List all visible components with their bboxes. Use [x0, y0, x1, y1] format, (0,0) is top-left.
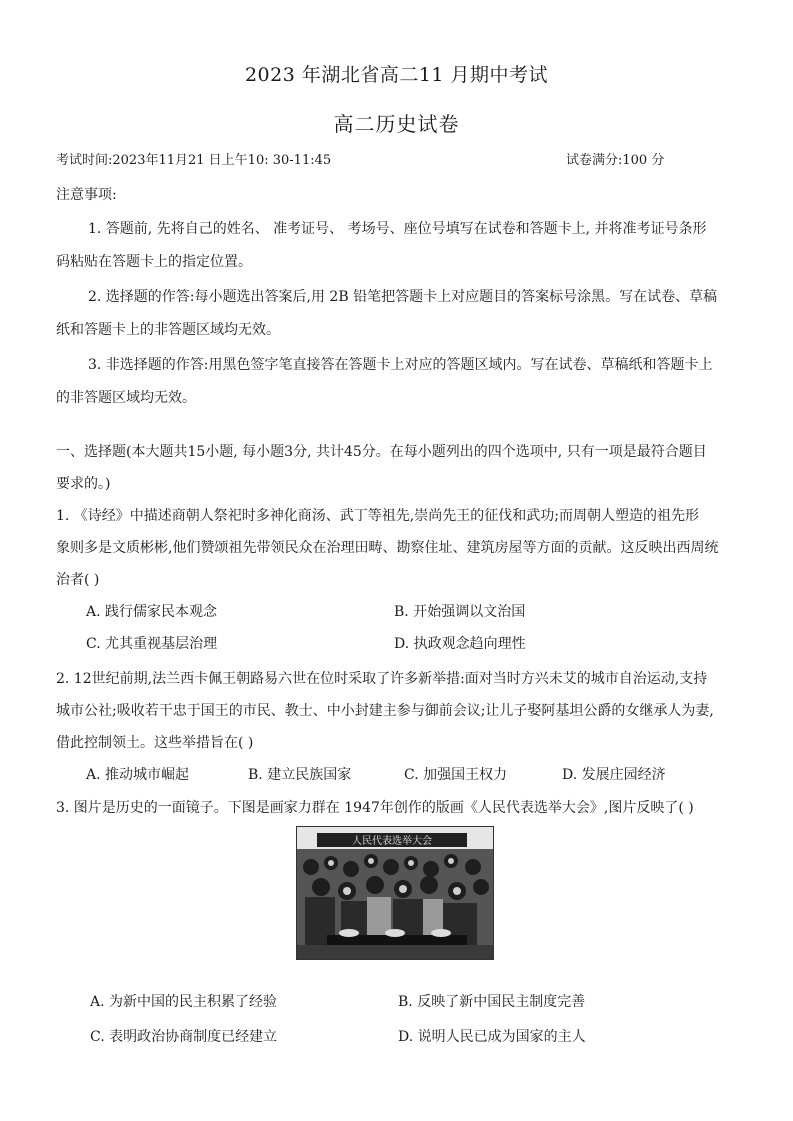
exam-title: 2023 年湖北省高二11 月期中考试	[244, 64, 549, 86]
notice-item-1-line2: 码粘贴在答题卡上的指定位置。	[56, 254, 252, 270]
woodcut-print-image	[296, 826, 494, 960]
q3-option-a: A. 为新中国的民主积累了经验	[90, 994, 278, 1010]
exam-time: 考试时间:2023年11月21 日上午10: 30-11:45	[56, 153, 332, 168]
q2-option-c: C. 加强国王权力	[404, 767, 508, 783]
q3-option-b: B. 反映了新中国民主制度完善	[398, 994, 586, 1010]
q1-line1: 1. 《诗经》中描述商朝人祭祀时多神化商汤、武丁等祖先,崇尚先王的征伐和武功;而周朝人塑造的祖先形	[56, 508, 699, 524]
q2-option-d: D. 发展庄园经济	[562, 767, 666, 783]
notice-heading: 注意事项:	[56, 187, 117, 203]
q1-option-d: D. 执政观念趋向理性	[394, 636, 526, 652]
q1-option-a: A. 践行儒家民本观念	[86, 604, 218, 620]
q1-option-b: B. 开始强调以文治国	[394, 604, 526, 620]
q2-option-a: A. 推动城市崛起	[86, 767, 190, 783]
notice-item-3-line1: 3. 非选择题的作答:用黑色签字笔直接答在答题卡上对应的答题区域内。写在试卷、草稿纸和答题卡上	[88, 357, 713, 373]
notice-item-2-line1: 2. 选择题的作答:每小题选出答案后,用 2B 铅笔把答题卡上对应题目的答案标号涂黑。写在试卷、草稿	[88, 289, 718, 305]
notice-item-2-line2: 纸和答题卡上的非答题区域均无效。	[56, 322, 280, 338]
full-score: 试卷满分:100 分	[566, 153, 665, 168]
q1-option-c: C. 尤其重视基层治理	[86, 636, 218, 652]
notice-item-3-line2: 的非答题区域均无效。	[56, 390, 196, 406]
figure-banner-text: 人民代表选举大会	[352, 836, 432, 847]
q3-option-c: C. 表明政治协商制度已经建立	[90, 1029, 278, 1045]
section1-line2: 要求的。)	[56, 476, 111, 492]
q2-line1: 2. 12世纪前期,法兰西卡佩王朝路易六世在位时采取了许多新举措:面对当时方兴未艾的城市自治运动,支持	[56, 671, 708, 687]
q1-line2: 象则多是文质彬彬,他们赞颂祖先带领民众在治理田畴、勘察住址、建筑房屋等方面的贡献。这反映出西周统	[56, 540, 719, 556]
q1-line3: 治者( )	[56, 572, 100, 588]
q2-line2: 城市公社;吸收若干忠于国王的市民、教士、中小封建主参与御前会议;让儿子娶阿基坦公爵的女继承人为妻,	[56, 703, 714, 719]
q2-option-b: B. 建立民族国家	[248, 767, 352, 783]
q3-option-d: D. 说明人民已成为国家的主人	[398, 1029, 586, 1045]
notice-item-1-line1: 1. 答题前, 先将自己的姓名、 准考证号、 考场号、座位号填写在试卷和答题卡上, 并将准考证号条形	[88, 221, 707, 237]
section1-line1: 一、选择题(本大题共15小题, 每小题3分, 共计45分。在每小题列出的四个选项中, 只有一项是最符合题目	[56, 444, 707, 460]
subject-title: 高二历史试卷	[333, 112, 460, 136]
q2-line3: 借此控制领土。这些举措旨在( )	[56, 735, 254, 751]
q3-line1: 3. 图片是历史的一面镜子。下图是画家力群在 1947年创作的版画《人民代表选举大会》,图片反映了( )	[56, 800, 694, 816]
